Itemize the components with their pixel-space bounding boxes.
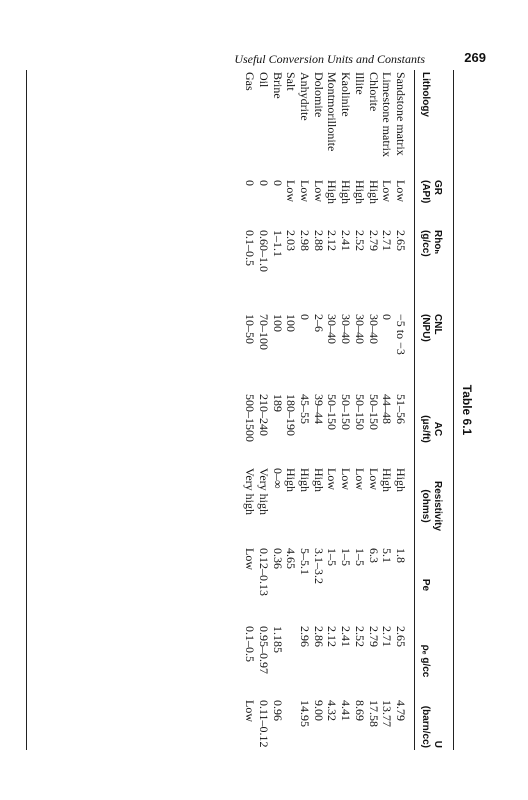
column-header-resistivity <box>415 466 452 546</box>
table-row <box>366 70 380 750</box>
cell-resistivity: Low <box>325 468 340 490</box>
table-bottom-rule <box>26 70 27 750</box>
table-row <box>284 70 298 750</box>
column-header-unit: (g/cc) <box>420 230 431 257</box>
cell-pe: 4.65 <box>284 548 299 569</box>
rotated-table-region <box>22 60 482 760</box>
cell-lithology: Kaolinite <box>339 72 354 117</box>
column-header-unit: (μs/ft) <box>420 415 431 443</box>
cell-rho-e: 2.41 <box>339 626 354 647</box>
cell-lithology: Salt <box>284 72 299 91</box>
cell-resistivity: Very high <box>243 468 258 515</box>
cell-cnl: 0 <box>298 314 313 320</box>
cell-cnl: 30–40 <box>339 314 354 344</box>
cell-gr: High <box>325 180 340 204</box>
cell-pe: 1–5 <box>352 548 367 566</box>
column-header-unit: (ohms) <box>420 489 431 523</box>
column-header-cnl <box>415 312 452 392</box>
cell-lithology: Limestone matrix <box>380 72 395 157</box>
cell-pe: 5–5.1 <box>298 548 313 575</box>
table-row <box>311 70 325 750</box>
cell-lithology: Anhydrite <box>298 72 313 121</box>
column-header-unit: (barn/cc) <box>420 705 431 748</box>
cell-rhob: 0.1–0.5 <box>243 230 258 266</box>
cell-rhob: 2.41 <box>339 230 354 251</box>
cell-u: 4.41 <box>339 700 354 721</box>
cell-lithology: Montmorillonite <box>325 72 340 152</box>
cell-rho-e: 2.96 <box>298 626 313 647</box>
cell-rhob: 1–1.1 <box>270 230 285 257</box>
page-number: 269 <box>464 50 486 65</box>
cell-lithology: Dolomite <box>311 72 326 118</box>
table-row <box>256 70 270 750</box>
column-header-unit: (API) <box>420 180 431 204</box>
cell-resistivity: Low <box>352 468 367 490</box>
cell-rho-e: 1.185 <box>270 626 285 653</box>
cell-u <box>284 698 298 750</box>
cell-u: Low <box>243 700 258 722</box>
cell-ac: 45–55 <box>298 394 313 424</box>
cell-u: 0.11–0.12 <box>256 700 271 748</box>
cell-resistivity: Low <box>339 468 354 490</box>
cell-ac: 50–150 <box>366 394 381 430</box>
table-header-row <box>415 70 452 750</box>
table-row <box>352 70 366 750</box>
column-header-label: Lithology <box>420 72 431 117</box>
cell-resistivity: Low <box>366 468 381 490</box>
table-caption: Table 6.1 <box>460 384 474 436</box>
cell-ac: 210–240 <box>256 394 271 436</box>
table-row <box>270 70 284 750</box>
cell-rhob: 2.88 <box>311 230 326 251</box>
cell-u: 13.77 <box>380 700 395 727</box>
cell-rhob: 2.79 <box>366 230 381 251</box>
table-row <box>243 70 257 750</box>
cell-cnl: 30–40 <box>352 314 367 344</box>
cell-rho-e: 2.86 <box>311 626 326 647</box>
cell-lithology: Chlorite <box>366 72 381 112</box>
table-row <box>393 70 415 750</box>
cell-cnl: 100 <box>284 314 299 332</box>
column-header-lithology <box>415 70 452 178</box>
cell-resistivity: High <box>394 468 408 492</box>
cell-resistivity: High <box>298 468 313 492</box>
cell-gr: Low <box>311 180 326 202</box>
cell-gr: High <box>339 180 354 204</box>
cell-ac: 50–150 <box>352 394 367 430</box>
column-header-label: Resistivity <box>432 480 443 532</box>
cell-gr: Low <box>284 180 299 202</box>
table-row <box>380 70 394 750</box>
column-header-unit: (NPU) <box>420 314 431 342</box>
cell-gr: 0 <box>243 180 258 186</box>
cell-rhob: 0.60–1.0 <box>256 230 271 272</box>
cell-resistivity: High <box>311 468 326 492</box>
cell-rho-e: 0.95–0.97 <box>256 626 271 674</box>
cell-rhob: 2.52 <box>352 230 367 251</box>
cell-pe: 0.36 <box>270 548 285 569</box>
cell-gr: Low <box>298 180 313 202</box>
cell-u: 8.69 <box>352 700 367 721</box>
column-header-label: AC <box>432 421 443 437</box>
cell-resistivity: 0–∞ <box>270 468 285 489</box>
cell-pe: 0.12–0.13 <box>256 548 271 596</box>
cell-ac: 44–48 <box>380 394 395 424</box>
table-row <box>325 70 339 750</box>
column-header-label: CNL <box>432 314 443 335</box>
column-header-label: GR <box>432 180 443 195</box>
cell-cnl: 70–100 <box>256 314 271 350</box>
cell-rhob: 2.98 <box>298 230 313 251</box>
cell-rho-e <box>284 624 298 698</box>
cell-gr: 0 <box>270 180 285 186</box>
cell-resistivity: Very high <box>256 468 271 515</box>
column-header-rho-e <box>415 624 452 698</box>
rotated-table-frame <box>22 60 482 760</box>
column-header-label: ρₑ g/cc <box>420 644 431 678</box>
cell-cnl: 30–40 <box>366 314 381 344</box>
cell-rho-e: 2.52 <box>352 626 367 647</box>
cell-lithology: Illite <box>352 72 367 95</box>
cell-rhob: 2.71 <box>380 230 395 251</box>
cell-rho-e: 2.65 <box>394 626 408 647</box>
cell-u: 0.96 <box>270 700 285 721</box>
column-header-rhob <box>415 228 452 312</box>
cell-ac: 50–150 <box>325 394 340 430</box>
cell-lithology: Brine <box>270 72 285 99</box>
cell-pe: 1–5 <box>339 548 354 566</box>
column-header-label: Pe <box>420 578 431 592</box>
cell-cnl: −5 to −3 <box>394 314 408 355</box>
cell-gr: 0 <box>256 180 271 186</box>
cell-u: 4.79 <box>394 700 408 721</box>
cell-pe: 1–5 <box>325 548 340 566</box>
cell-cnl: 0 <box>380 314 395 320</box>
cell-lithology: Gas <box>243 72 258 91</box>
cell-ac: 180–190 <box>284 394 299 436</box>
cell-rho-e: 2.12 <box>325 626 340 647</box>
cell-cnl: 30–40 <box>325 314 340 344</box>
column-header-pe <box>415 546 452 624</box>
cell-rho-e: 2.79 <box>366 626 381 647</box>
column-header-label: Rhoₕ <box>432 230 443 254</box>
cell-ac: 51–56 <box>394 394 408 424</box>
table-row <box>338 70 352 750</box>
cell-gr: Low <box>380 180 395 202</box>
cell-cnl: 100 <box>270 314 285 332</box>
cell-lithology: Oil <box>256 72 271 88</box>
cell-u: 9.00 <box>311 700 326 721</box>
column-header-ac <box>415 392 452 466</box>
cell-rho-e: 2.71 <box>380 626 395 647</box>
cell-u: 17.58 <box>366 700 381 727</box>
cell-rho-e: 0.1–0.5 <box>243 626 258 662</box>
cell-rhob: 2.65 <box>394 230 408 251</box>
cell-pe: 3.1–3.2 <box>311 548 326 584</box>
cell-ac: 39–44 <box>311 394 326 424</box>
cell-u: 4.32 <box>325 700 340 721</box>
cell-rhob: 2.12 <box>325 230 340 251</box>
cell-pe: Low <box>243 548 258 570</box>
cell-pe: 5.1 <box>380 548 395 563</box>
cell-ac: 50–150 <box>339 394 354 430</box>
lithology-properties-table <box>243 70 452 750</box>
cell-gr: Low <box>394 180 408 202</box>
cell-cnl: 10–50 <box>243 314 258 344</box>
cell-lithology: Sandstone matrix <box>394 72 408 156</box>
cell-ac: 500–1500 <box>243 394 258 442</box>
cell-cnl: 2–6 <box>311 314 326 332</box>
table-top-rule <box>453 70 454 750</box>
cell-gr: High <box>352 180 367 204</box>
cell-resistivity: High <box>284 468 299 492</box>
cell-pe: 6.3 <box>366 548 381 563</box>
running-head-title: Useful Conversion Units and Constants <box>234 52 425 66</box>
cell-gr: High <box>366 180 381 204</box>
cell-u: 14.95 <box>298 700 313 727</box>
table-row <box>297 70 311 750</box>
cell-rhob: 2.03 <box>284 230 299 251</box>
cell-ac: 189 <box>270 394 285 412</box>
column-header-u <box>415 698 452 750</box>
column-header-gr <box>415 178 452 228</box>
cell-resistivity: High <box>380 468 395 492</box>
table-body <box>243 70 415 750</box>
column-header-label: U <box>432 740 443 748</box>
cell-pe: 1.8 <box>394 548 408 563</box>
